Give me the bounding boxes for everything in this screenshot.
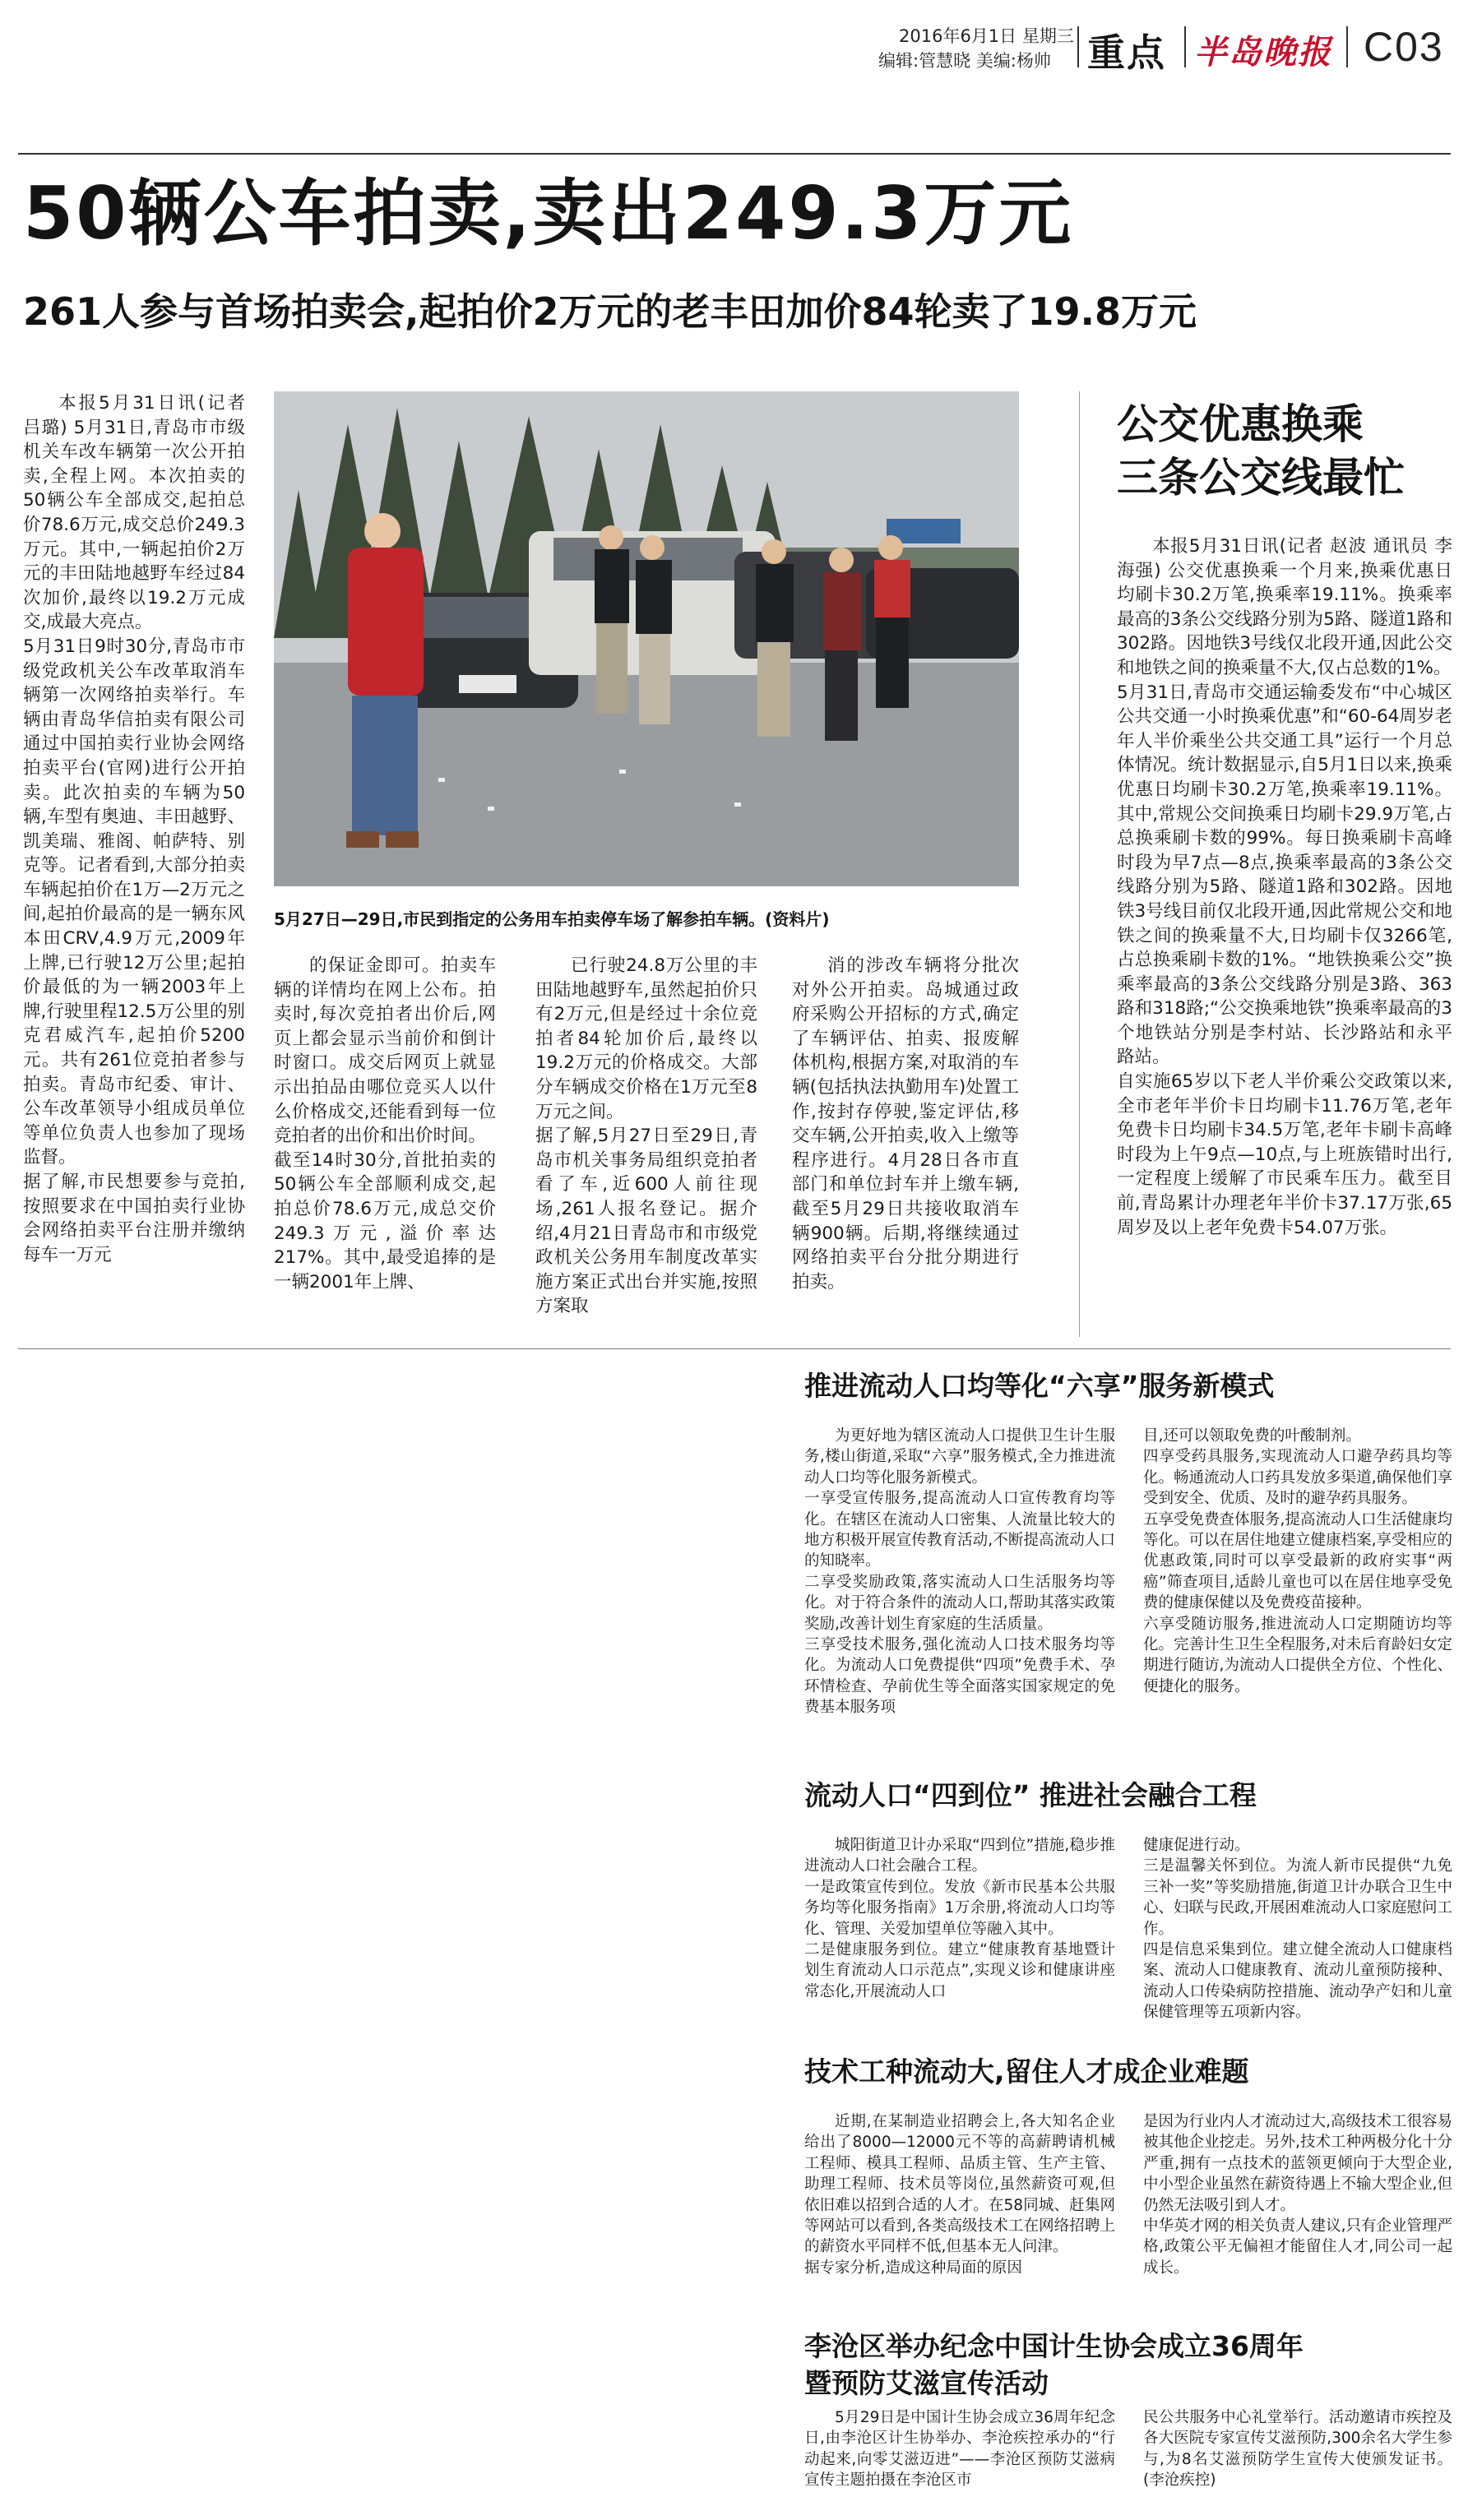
main-headline: 50辆公车拍卖,卖出249.3万元 <box>23 171 1074 256</box>
header-rule <box>18 153 1451 155</box>
article-b-left <box>804 1835 1115 2002</box>
article-b-headline: 流动人口“四到位” 推进社会融合工程 <box>804 1779 1257 1811</box>
article-c-left-text: 近期,在某制造业招聘会上,各大知名企业给出了8000—12000元不等的高薪聘请机械工程师、模具工程师、品质主管、生产主管、助理工程师、技术员等岗位,虽然薪资可观,但依旧难以招到合适的人才。在58同城、赶集网等网站可以看到,各类高级技术工在网络招聘上的薪资水平同样不低,但基本无人问津。 据专家分析,造成这种局面的原因 <box>804 2113 1115 2277</box>
main-story-column-1 <box>23 391 245 1267</box>
article-d-left-text: 5月29日是中国计生协会成立36周年纪念日,由李沧区计生协举办、李沧疾控承办的“行动起来,向零艾滋迈进”——李沧区预防艾滋病宣传主题拍摄在李沧区市 <box>804 2409 1115 2490</box>
article-a-left <box>804 1426 1115 1718</box>
side-title-line-1: 公交优惠换乘 <box>1117 400 1364 448</box>
newspaper-logo: 半岛晚报 <box>1194 33 1332 72</box>
header-divider <box>1184 26 1186 67</box>
auction-parking-lot-photo <box>274 391 1019 886</box>
main-story-column-4 <box>792 954 1019 1294</box>
main-story-text: 已行驶24.8万公里的丰田陆地越野车,虽然起拍价只有2万元,但是经过十余位竞拍者84轮加价后,最终以19.2万元的价格成交。大部分车辆成交价格在1万元至8万元之间。 据了解,5月27日至29日,青岛市机关事务局组织竞拍者看了车,近600人前往现场,261人报名登记。据介绍,4月21日青岛市和市级党政机关公务用车制度改革实施方案正式出台并实施,按照方案取 <box>535 955 757 1317</box>
editors-credit: 编辑:管慧晓 美编:杨帅 <box>878 51 1051 71</box>
news-photo <box>274 391 1019 886</box>
article-a-left-text: 为更好地为辖区流动人口提供卫生计生服务,楼山街道,采取“六享”服务模式,全力推进流动人口均等化服务新模式。 一享受宣传服务,提高流动人口宣传教育均等化。在辖区在流动人口密集、人流量比较大的地方积极开展宣传教育活动,不断提高流动人口的知晓率。 二享受奖励政策,落实流动人口生活服务均等化。对于符合条件的流动人口,帮助其落实政策奖励,改善计划生育家庭的生活质量。 三享受技术服务,强化流动人口技术服务均等化。为流动人口免费提供“四项”免费手术、孕环情检查、孕前优生等全面落实国家规定的免费基本服务项 <box>804 1427 1115 1717</box>
article-b-right-text: 健康促进行动。 三是温馨关怀到位。为流人新市民提供“九免三补一奖”等奖励措施,街道卫计办联合卫生中心、妇联与民政,开展困难流动人口家庭慰问工作。 四是信息采集到位。建立健全流动人口健康档案、流动人口健康教育、流动儿童预防接种、流动人口传染病防控措施、流动孕产妇和儿童保健管理等五项新内容。 <box>1143 1837 1452 2022</box>
article-d-left <box>804 2407 1115 2491</box>
article-d-right-text: 民公共服务中心礼堂举行。活动邀请市疾控及各大医院专家宣传艾滋预防,300余名大学生参与,为8名艾滋预防学生宣传大使颁发证书。(李沧疾控) <box>1143 2409 1452 2490</box>
main-story-text: 的保证金即可。拍卖车辆的详情均在网上公布。拍卖时,每次竞拍者出价后,网页上都会显示当前价和倒计时窗口。成交后网页上就显示出拍品由哪位竞买人以什么价格成交,还能看到每一位竞拍者的出价和出价时间。 截至14时30分,首批拍卖的50辆公车全部顺利成交,起拍总价78.6万元,成总交价249.3万元,溢价率达217%。其中,最受追捧的是一辆2001年上牌、 <box>274 955 496 1292</box>
article-c-headline: 技术工种流动大,留住人才成企业难题 <box>804 2055 1249 2088</box>
article-a-right <box>1143 1426 1452 1697</box>
page-number: C03 <box>1364 24 1444 70</box>
article-c-right <box>1143 2111 1452 2278</box>
side-story-title <box>1117 398 1405 505</box>
section-name: 重点 <box>1087 30 1166 75</box>
column-separator <box>1079 391 1080 1337</box>
issue-date: 2016年6月1日 星期三 <box>899 26 1074 46</box>
header-divider <box>1077 26 1079 67</box>
article-b-right <box>1143 1835 1452 2023</box>
side-story-text: 本报5月31日讯(记者 赵波 通讯员 李海强) 公交优惠换乘一个月来,换乘优惠日均刷卡30.2万笔,换乘率19.11%。换乘率最高的3条公交线路分别为5路、隧道1路和302路。因地铁3号线仅北段开通,因此公交和地铁之间的换乘量不大,仅占总数的1%。 5月31日,青岛市交通运输委发布“中心城区公共交通一小时换乘优惠”和“60-64周岁老年人半价乘坐公共交通工具”运行一个月总体情况。统计数据显示,自5月1日以来,换乘优惠日均刷卡30.2万笔,换乘率19.11%。其中,常规公交间换乘日均刷卡29.9万笔,占总换乘刷卡数的99%。每日换乘刷卡高峰时段为早7点—8点,换乘率最高的3条公交线路分别为5路、隧道1路和302路。因地铁3号线目前仅北段开通,因此常规公交和地铁之间的换乘量不大,日均刷卡仅3266笔,占总换乘刷卡数的1%。“地铁换乘公交”换乘率最高的3条公交线路分别是3路、363路和318路;“公交换乘地铁”换乘率最高的3个地铁站分别是李村站、长沙路站和永平路站。 自实施65岁以下老人半价乘公交政策以来,全市老年半价卡日均刷卡11.76万笔,老年免费卡日均刷卡34.5万笔,老年卡刷卡高峰时段为上午9点—10点,与上班族错时出行,一定程度上缓解了市民乘车压力。截至目前,青岛累计办理老年半价卡37.17万张,65周岁及以上老年免费卡54.07万张。 <box>1117 536 1452 1238</box>
article-a-headline: 推进流动人口均等化“六享”服务新模式 <box>804 1370 1275 1402</box>
header-divider <box>1346 26 1348 67</box>
main-story-column-2 <box>274 954 496 1294</box>
article-c-left <box>804 2111 1115 2278</box>
main-story-text: 消的涉改车辆将分批次对外公开拍卖。岛城通过政府采购公开招标的方式,确定了车辆评估、拍卖、报废解体机构,根据方案,对取消的车辆(包括执法执勤用车)处置工作,按封存停驶,鉴定评估,移交车辆,公开拍卖,收入上缴等程序进行。4月28日各市直部门和单位封车并上缴车辆,截至5月29日共接收取消车辆900辆。后期,将继续通过网络拍卖平台分批分期进行拍卖。 <box>792 955 1019 1292</box>
article-c-right-text: 是因为行业内人才流动过大,高级技术工很容易被其他企业挖走。另外,技术工种两极分化十分严重,拥有一点技术的蓝领更倾向于大型企业,中小型企业虽然在薪资待遇上不输大型企业,但仍然无法吸引到人才。 中华英才网的相关负责人建议,只有企业管理严格,政策公平无偏袒才能留住人才,同公司一起成长。 <box>1143 2113 1452 2277</box>
article-b-left-text: 城阳街道卫计办采取“四到位”措施,稳步推进流动人口社会融合工程。 一是政策宣传到位。发放《新市民基本公共服务均等化服务指南》1万余册,将流动人口均等化、管理、关爱加望单位等融入其中。 二是健康服务到位。建立“健康教育基地暨计划生育流动人口示范点”,实现义诊和健康讲座常态化,开展流动人口 <box>804 1837 1115 2000</box>
section-rule <box>18 1348 1451 1349</box>
main-story-text: 本报5月31日讯(记者 吕璐) 5月31日,青岛市市级机关车改车辆第一次公开拍卖,全程上网。本次拍卖的50辆公车全部成交,起拍总价78.6万元,成交总价249.3万元。其中,一辆起拍价2万元的丰田陆地越野车经过84次加价,最终以19.2万元成交,成最大亮点。 5月31日9时30分,青岛市市级党政机关公车改革取消车辆第一次网络拍卖举行。车辆由青岛华信拍卖有限公司通过中国拍卖行业协会网络拍卖平台(官网)进行公开拍卖。此次拍卖的车辆为50辆,车型有奥迪、丰田越野、凯美瑞、雅阁、帕萨特、别克等。记者看到,大部分拍卖车辆起拍价在1万—2万元之间,起拍价最高的是一辆东风本田CRV,4.9万元,2009年上牌,已行驶12万公里;起拍价最低的为一辆2003年上牌,行驶里程12.5万公里的别克君威汽车,起拍价5200元。共有261位竞拍者参与拍卖。青岛市纪委、审计、公车改革领导小组成员单位等单位负责人也参加了现场监督。 据了解,市民想要参与竞拍,按照要求在中国拍卖行业协会网络拍卖平台注册并缴纳每车一万元 <box>23 393 245 1265</box>
side-title-line-2: 三条公交线最忙 <box>1117 454 1405 502</box>
main-subheadline: 261人参与首场拍卖会,起拍价2万元的老丰田加价84轮卖了19.8万元 <box>23 289 1197 334</box>
photo-caption: 5月27日—29日,市民到指定的公务用车拍卖停车场了解参拍车辆。(资料片) <box>274 909 830 929</box>
article-d-right <box>1143 2407 1452 2491</box>
article-a-right-text: 目,还可以领取免费的叶酸制剂。 四享受药具服务,实现流动人口避孕药具均等化。畅通流动人口药具发放多渠道,确保他们享受到安全、优质、及时的避孕药具服务。 五享受免费查体服务,提高流动人口生活健康均等化。可以在居住地建立健康档案,享受相应的优惠政策,同时可以享受最新的政府实事“两癌”筛查项目,适龄儿童也可以在居住地享受免费的健康保健以及免费疫苗接种。 六享受随访服务,推进流动人口定期随访均等化。完善计生卫生全程服务,对未后育龄妇女定期进行随访,为流动人口提供全方位、个性化、便捷化的服务。 <box>1143 1427 1452 1695</box>
article-d-headline <box>804 2328 1304 2402</box>
article-d-headline-line-2: 暨预防艾滋宣传活动 <box>804 2366 1049 2399</box>
main-story-column-3 <box>535 954 757 1319</box>
article-d-headline-line-1: 李沧区举办纪念中国计生协会成立36周年 <box>804 2330 1304 2362</box>
side-story-body <box>1117 534 1452 1240</box>
